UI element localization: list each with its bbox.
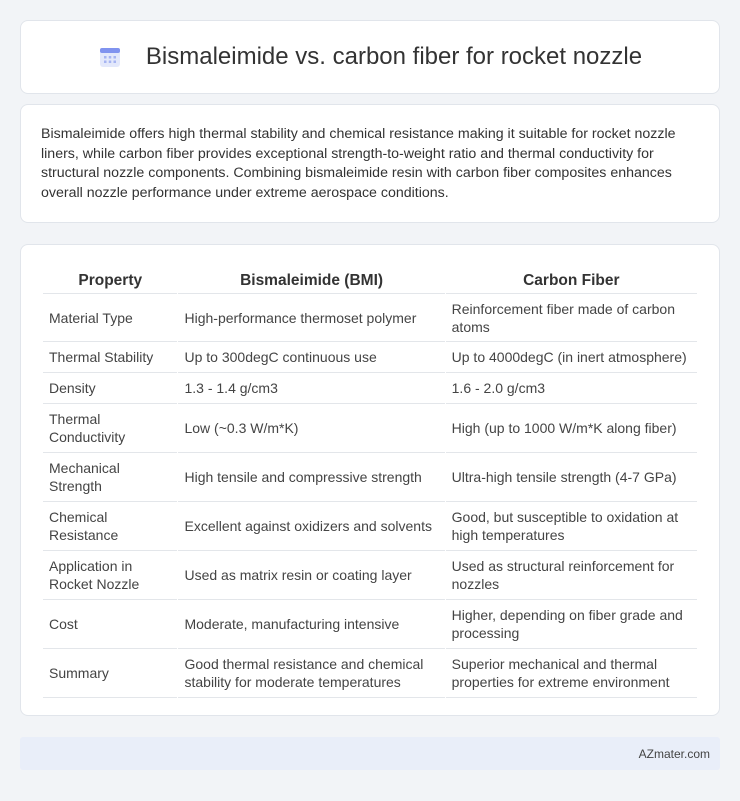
cell-property: Mechanical Strength bbox=[43, 453, 177, 502]
header-bmi: Bismaleimide (BMI) bbox=[240, 272, 384, 289]
table-row bbox=[43, 649, 697, 698]
cell-carbon-fiber: High (up to 1000 W/m*K along fiber) bbox=[446, 404, 697, 453]
table-header-row bbox=[43, 265, 697, 293]
table-row bbox=[43, 502, 697, 551]
cell-carbon-fiber: Reinforcement fiber made of carbon atoms bbox=[446, 293, 697, 342]
cell-carbon-fiber: Ultra-high tensile strength (4-7 GPa) bbox=[446, 453, 697, 502]
cell-carbon-fiber: Superior mechanical and thermal properties for extreme environment bbox=[446, 649, 697, 698]
comparison-card bbox=[20, 244, 720, 716]
cell-property: Thermal Conductivity bbox=[43, 404, 177, 453]
cell-bmi: High-performance thermoset polymer bbox=[178, 293, 444, 342]
table-row bbox=[43, 373, 697, 404]
cell-property: Material Type bbox=[43, 293, 177, 342]
table-row bbox=[43, 600, 697, 649]
cell-bmi: Moderate, manufacturing intensive bbox=[178, 600, 444, 649]
cell-property: Cost bbox=[43, 600, 177, 649]
page-title: Bismaleimide vs. carbon fiber for rocket nozzle bbox=[145, 43, 643, 70]
table-row bbox=[43, 293, 697, 342]
footer bbox=[20, 737, 720, 770]
cell-carbon-fiber: Good, but susceptible to oxidation at high temperatures bbox=[446, 502, 697, 551]
footer-brand: AZmater.com bbox=[638, 746, 710, 761]
table-row bbox=[43, 551, 697, 600]
cell-bmi: Low (~0.3 W/m*K) bbox=[178, 404, 444, 453]
cell-bmi: Good thermal resistance and chemical stability for moderate temperatures bbox=[178, 649, 444, 698]
cell-bmi: High tensile and compressive strength bbox=[178, 453, 444, 502]
cell-carbon-fiber: Used as structural reinforcement for nozzles bbox=[446, 551, 697, 600]
table-row bbox=[43, 404, 697, 453]
cell-carbon-fiber: Higher, depending on fiber grade and processing bbox=[446, 600, 697, 649]
cell-property: Summary bbox=[43, 649, 177, 698]
cell-carbon-fiber: 1.6 - 2.0 g/cm3 bbox=[446, 373, 697, 404]
comparison-table bbox=[42, 265, 698, 698]
table-row bbox=[43, 342, 697, 373]
cell-property: Density bbox=[43, 373, 177, 404]
intro-card bbox=[20, 104, 720, 223]
cell-property: Thermal Stability bbox=[43, 342, 177, 373]
header-property: Property bbox=[78, 272, 143, 289]
cell-bmi: 1.3 - 1.4 g/cm3 bbox=[178, 373, 444, 404]
cell-property: Chemical Resistance bbox=[43, 502, 177, 551]
header-carbon-fiber: Carbon Fiber bbox=[523, 272, 620, 289]
cell-bmi: Used as matrix resin or coating layer bbox=[178, 551, 444, 600]
cell-carbon-fiber: Up to 4000degC (in inert atmosphere) bbox=[446, 342, 697, 373]
cell-property: Application in Rocket Nozzle bbox=[43, 551, 177, 600]
cell-bmi: Excellent against oxidizers and solvents bbox=[178, 502, 444, 551]
table-row bbox=[43, 453, 697, 502]
calendar-icon bbox=[98, 45, 122, 69]
cell-bmi: Up to 300degC continuous use bbox=[178, 342, 444, 373]
intro-paragraph: Bismaleimide offers high thermal stability and chemical resistance making it suitable for rocket nozzle liners, while carbon fiber provides exceptional strength-to-weight ratio and thermal conductivity for structural nozzle components. Combining bismaleimide resin with carbon fiber composites enhances overall nozzle performance under extreme aerospace conditions. bbox=[41, 126, 676, 201]
title-card bbox=[20, 20, 720, 94]
